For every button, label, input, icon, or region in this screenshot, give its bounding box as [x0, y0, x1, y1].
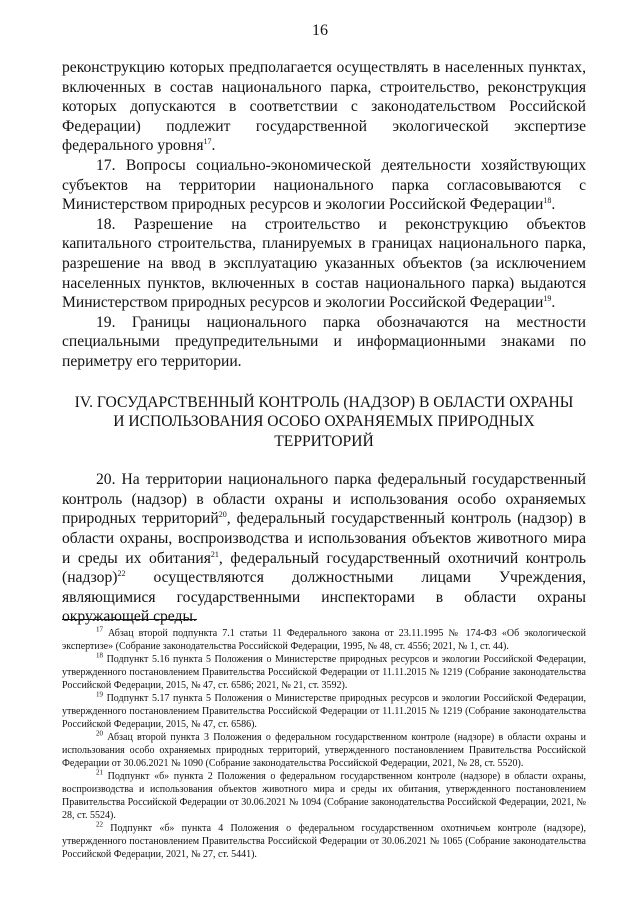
footnote-number: 20: [96, 729, 103, 738]
page-number: 16: [312, 22, 328, 39]
section-heading: [62, 393, 586, 452]
footnote-number: 17: [96, 625, 103, 634]
footnote: [62, 653, 586, 692]
footnote-number: 18: [96, 651, 103, 660]
footnote: [62, 692, 586, 731]
paragraph-text: осуществляются должностными лицами Учреждения, являющимися государственными инспекторами в области охраны окружающей среды.: [62, 569, 586, 626]
footnote: [62, 731, 586, 770]
paragraph-20: [62, 470, 586, 627]
paragraph-18: [62, 215, 586, 313]
paragraph-tail: .: [211, 137, 216, 155]
footnote-ref: 22: [117, 569, 126, 579]
paragraph-continuation: [62, 58, 586, 156]
footnote: [62, 627, 586, 653]
footnote-text: Подпункт 5.16 пункта 5 Положения о Министерстве природных ресурсов и экологии Российской Федерации, утвержденного постановлением Правительства Российской Федерации от 11.11.2015 № 1219 (Собрание законодательства Российской Федерации, 2015, № 47, ст. 6586; 2021, № 21, ст. 3592).: [62, 654, 587, 691]
footnote: [62, 770, 586, 822]
footnote-text: Абзац второй пункта 3 Положения о федеральном государственном контроле (надзоре) в области охраны и использования особо охраняемых природных территорий, утвержденного постановлением Правительства Российской Федерации от 30.06.2021 № 1090 (Собрание законодательства Российской Федерации, 2021, № 28, ст. 5520).: [62, 732, 586, 769]
paragraph-text: , федеральный государственный охотничий контроль (надзор): [62, 549, 586, 587]
paragraph-tail: .: [551, 196, 556, 214]
paragraph-text: реконструкцию которых предполагается осуществлять в населенных пунктах, включенных в состав национального парка, строительство, реконструкция которых допускаются в соответствии с законодательством Российской Федерации) подлежит государственной экологической экспертизе федерального уровня: [62, 59, 586, 155]
section-heading-line: И ИСПОЛЬЗОВАНИЯ ОСОБО ОХРАНЯЕМЫХ ПРИРОДНЫХ ТЕРРИТОРИЙ: [113, 413, 535, 450]
paragraph-text: 17. Вопросы социально-экономической деятельности хозяйствующих субъектов на территории национального парка согласовываются с Министерством природных ресурсов и экологии Российской Федерации: [62, 156, 586, 214]
section-heading-line: IV. ГОСУДАРСТВЕННЫЙ КОНТРОЛЬ (НАДЗОР) В ОБЛАСТИ ОХРАНЫ: [74, 393, 574, 411]
footnote-number: 19: [96, 690, 103, 699]
paragraph-text: , федеральный государственный контроль (надзор) в области охраны, воспроизводства и использования объектов животного мира и среды их обитания: [62, 510, 587, 567]
footnote-number: 21: [96, 768, 103, 777]
footnote: [62, 822, 586, 861]
footnote-ref: 19: [543, 293, 552, 303]
document-body: [62, 58, 586, 627]
paragraph-19: [62, 313, 586, 372]
paragraph-tail: .: [551, 294, 556, 312]
paragraph-text: 18. Разрешение на строительство и реконструкцию объектов капитального строительства, планируемых в границах национального парка, разрешение на ввод в эксплуатацию указанных объектов (за исключением населенных пунктов, включенных в состав национального парка) выдаются Министерством природных ресурсов и экологии Российской Федерации: [62, 215, 586, 312]
footnote-ref: 20: [218, 510, 227, 520]
footnote-number: 22: [96, 820, 103, 829]
footnote-separator: [62, 619, 197, 620]
paragraph-text: 19. Границы национального парка обозначаются на местности специальными предупредительными и информационными знаками по периметру его территории.: [62, 313, 586, 370]
footnote-text: Подпункт 5.17 пункта 5 Положения о Министерстве природных ресурсов и экологии Российской Федерации, утвержденного постановлением Правительства Российской Федерации от 11.11.2015 № 1219 (Собрание законодательства Российской Федерации, 2015, № 47, ст. 6586).: [62, 693, 587, 730]
paragraph-17: [62, 156, 586, 215]
footnote-ref: 17: [203, 137, 212, 147]
footnote-text: Подпункт «б» пункта 4 Положения о федеральном государственном охотничьем контроле (надзоре), утвержденного постановлением Правительства Российской Федерации от 30.06.2021 № 1065 (Собрание законодательства Российской Федерации, 2021, № 27, ст. 5441).: [62, 823, 587, 860]
footnote-text: Подпункт «б» пункта 2 Положения о федеральном государственном контроле (надзоре) в области охраны, воспроизводства и использования объектов животного мира и среды их обитания, утвержденного постановлением Правительства Российской Федерации от 30.06.2021 № 1094 (Собрание законодательства Российской Федерации, 2021, № 28, ст. 5524).: [62, 771, 586, 821]
footnote-ref: 18: [543, 195, 552, 205]
paragraph-text: 20. На территории национального парка федеральный государственный контроль (надзор) в области охраны и использования особо охраняемых природных территорий: [62, 471, 586, 528]
footnote-text: Абзац второй подпункта 7.1 статьи 11 Федерального закона от 23.11.1995 № 174-ФЗ «Об экологической экспертизе» (Собрание законодательства Российской Федерации, 1995, № 48, ст. 4556; 2021, № 1, ст. 44).: [62, 628, 587, 652]
footnote-ref: 21: [210, 549, 219, 559]
footnotes: [62, 627, 586, 861]
